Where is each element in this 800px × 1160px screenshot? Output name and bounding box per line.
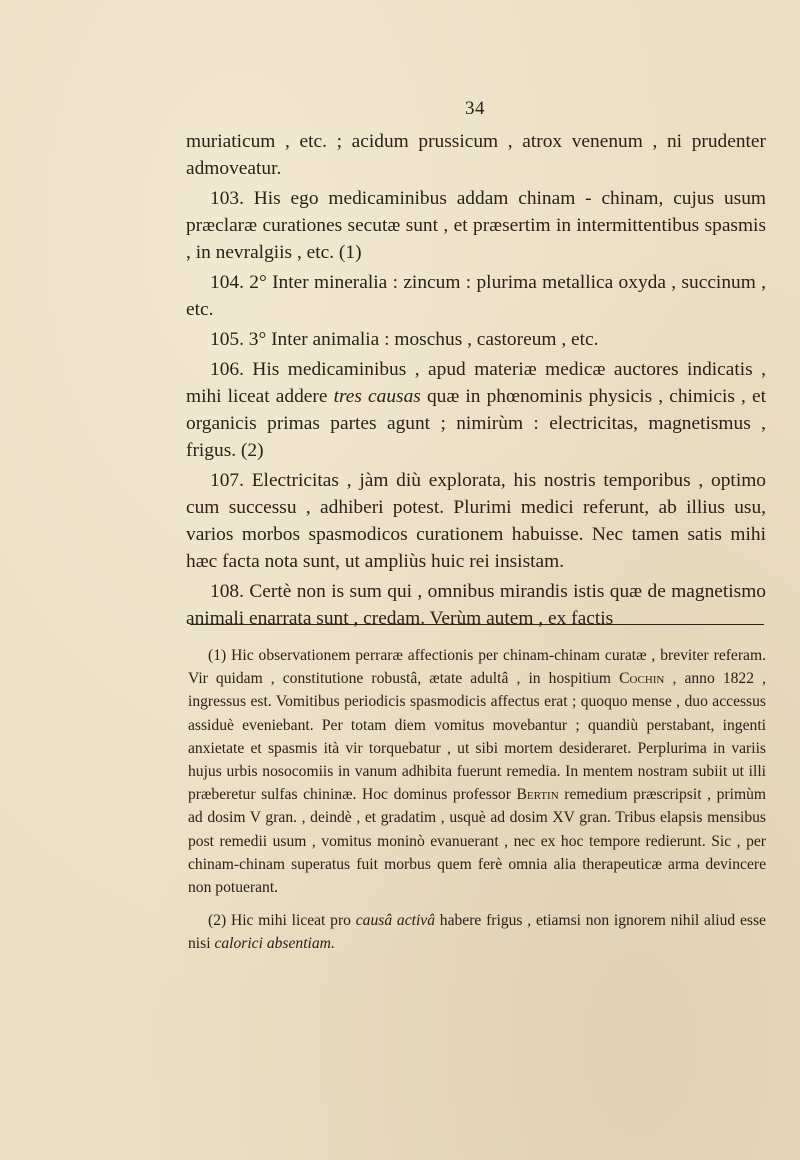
paragraph-105: 105. 3° Inter animalia : moschus , castoreum , etc. [210,329,599,350]
paragraph-107: 107. Electricitas , jàm diù explorata, his nostris temporibus , optimo cum successu , adhiberi potest. Plurimi medici referunt, ab illius usu, varios morbos spasmodicos curationem habuisse. Nec tamen satis mihi hæc facta nota sunt, ut ampliùs huic rei insistam. [186,470,766,572]
footnote-2-emphasis-1: causâ activâ [355,912,435,930]
footnote-2-emphasis-2: calorici absentiam. [214,935,335,953]
footnote-1 [188,644,766,899]
footnote-1-text-a: (1) Hic observationem perraræ affectionis per chinam-chinam curatæ , breviter referam. Vir quidam , constitutione robustâ, ætate adultâ , in hospitium [188,647,766,688]
paragraph-106 [186,356,766,464]
footnote-1-text-c: remedium præscripsit , primùm ad dosim V gran. , deindè , et gradatim , usquè ad dosim XV gran. Tribus elapsis mensibus post remedii usum , vomitus moninò evanuerant , nec ex hoc tempore redierunt. Sic , per chinam-chinam superatus fuit morbus quem ferè omnia alia therapeuticæ arma devincere non potuerant. [188,786,766,897]
paragraph-106-text-a: 106. His medicaminibus , apud materiæ medicæ auctores indicatis , mihi liceat addere [186,359,766,407]
main-text [186,128,766,635]
paragraph-106-emphasis: tres causas [333,386,421,407]
page-number: 34 [465,98,485,119]
footnote-2-text-a: (2) Hic mihi liceat pro [208,912,351,930]
footnote-1-text-b: , anno 1822 , ingressus est. Vomitibus periodicis spasmodicis affectus erat ; quoquo mense , duo accessus assiduè eveniebant. Per totam diem vomitus movebantur ; quandiù perstabant, ingenti anxietate et spasmis ità vir torquebatur , ut sibi mortem desideraret. Perplurima in variis hujus urbis nosocomiis in vanum adhibita fuerunt remedia. In mentem nostram subiit ut illi præberetur sulfas chininæ. Hoc dominus professor [188,670,767,804]
footnotes [188,644,766,966]
paragraph-104: 104. 2° Inter mineralia : zincum : plurima metallica oxyda , succinum , etc. [186,272,766,320]
footnote-2 [188,909,766,955]
footnote-divider [190,624,764,625]
paragraph-106-text-b: quæ in phœnominis physicis , chimicis , et organicis primas partes agunt ; nimirùm : electricitas, magnetismus , frigus. (2) [186,386,766,461]
footnote-1-professor-name: Bertin [516,786,559,804]
footnote-2-text-b: habere frigus , etiamsi non ignorem nihil aliud esse nisi [188,912,766,953]
paragraph-103: 103. His ego medicaminibus addam chinam - chinam, cujus usum præclaræ curationes secutæ sunt , et præsertim in intermittentibus spasmis , in nevralgiis , etc. (1) [186,188,766,263]
paragraph-continuation: muriaticum , etc. ; acidum prussicum , atrox venenum , ni prudenter admoveatur. [186,131,766,179]
footnote-1-hospital-name: Cochin [619,670,665,688]
paragraph-108: 108. Certè non is sum qui , omnibus mirandis istis quæ de magnetismo animali enarrata sunt , credam. Verùm autem , ex factis [186,581,766,629]
